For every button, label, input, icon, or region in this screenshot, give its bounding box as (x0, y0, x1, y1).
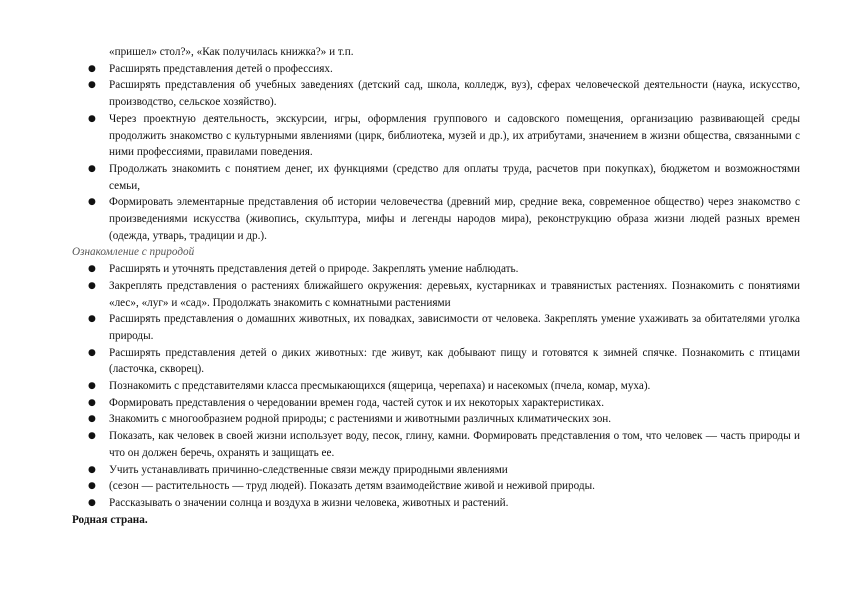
list-item (72, 311, 800, 344)
list-item-text: Закреплять представления о растениях ближайшего окружения: деревьях, кустарниках и травянистых растениях. Познакомить с понятиями «лес», «луг» и «сад». Продолжать знакомить с комнатными растениями (109, 279, 800, 309)
list-item (72, 278, 800, 311)
list-item-text: (сезон — растительность — труд людей). Показать детям взаимодействие живой и неживой природы. (109, 480, 595, 493)
bullet-icon: ● (88, 481, 96, 492)
list-item (72, 161, 800, 194)
document-page (72, 44, 800, 528)
list-item-text: Расширять и уточнять представления детей о природе. Закреплять умение наблюдать. (109, 263, 519, 276)
list-item-text: Расширять представления об учебных заведениях (детский сад, школа, колледж, вуз), сферах человеческой деятельности (наука, искусство, производство, сельское хозяйство). (109, 79, 800, 109)
bullet-icon: ● (88, 397, 96, 408)
list-item (72, 61, 800, 78)
list-item-text: Расширять представления детей о профессиях. (109, 62, 333, 75)
bullet-icon: ● (88, 431, 96, 442)
list-item-text: Через проектную деятельность, экскурсии, игры, оформления группового и садовского помещения, организацию развивающей среды продолжить знакомство с культурными явлениями (цирк, библиотека, музей и др.), их атрибутами, значением в жизни общества, связанными с ними профессиями, правилами поведения. (109, 112, 800, 159)
section-heading: Ознакомление с природой (72, 246, 195, 259)
list-item-text: Показать, как человек в своей жизни использует воду, песок, глину, камни. Формировать представления о том, что человек — часть природы и что он должен беречь, охранять и защищать ее. (109, 430, 800, 459)
bullet-icon: ● (88, 464, 96, 475)
list-item-text: Формировать представления о чередовании времен года, частей суток и их некоторых характеристиках. (109, 396, 604, 409)
list-item-text: Расширять представления о домашних животных, их повадках, зависимости от человека. Закреплять умение ухаживать за обитателями уголка природы. (109, 313, 800, 342)
bullet-icon: ● (88, 113, 96, 124)
bold-section-heading: Родная страна. (72, 513, 148, 526)
bullet-icon: ● (88, 197, 96, 208)
list-item-text: Продолжать знакомить с понятием денег, их функциями (средство для оплаты труда, расчетов при покупках), бюджетом и возможностями семьи, (109, 162, 800, 192)
bullet-icon: ● (88, 280, 96, 291)
bullet-icon: ● (88, 63, 96, 74)
list-item-text: Учить устанавливать причинно-следственные связи между природными явлениями (109, 463, 508, 476)
bullet-list-social (72, 61, 800, 245)
list-item-text: Познакомить с представителями класса пресмыкающихся (ящерица, черепаха) и насекомых (пчела, комар, муха). (109, 380, 651, 393)
list-item (72, 395, 800, 412)
bullet-list-nature (72, 261, 800, 512)
bullet-icon: ● (88, 163, 96, 174)
list-item-text: Формировать элементарные представления об истории человечества (древний мир, средние века, современное общество) через знакомство с произведениями искусства (живопись, скульптура, мифы и легенды народов мира), реконструкцию образа жизни людей разных времен (одежда, утварь, традиции и др.). (109, 196, 800, 242)
list-item (72, 345, 800, 378)
list-item (72, 378, 800, 395)
bullet-icon: ● (88, 381, 96, 392)
list-item (72, 462, 800, 479)
continuation-line: «пришел» стол?», «Как получилась книжка?» и т.п. (109, 46, 354, 58)
bullet-icon: ● (88, 80, 96, 91)
list-item (72, 194, 800, 244)
bullet-icon: ● (88, 314, 96, 325)
list-item (72, 77, 800, 110)
list-item (72, 411, 800, 428)
list-item-text: Знакомить с многообразием родной природы; с растениями и животными различных климатических зон. (109, 413, 612, 426)
bullet-icon: ● (88, 347, 96, 358)
bullet-icon: ● (88, 414, 96, 425)
bullet-icon: ● (88, 264, 96, 275)
list-item (72, 111, 800, 161)
list-item (72, 495, 800, 512)
list-item-text: Рассказывать о значении солнца и воздуха в жизни человека, животных и растений. (109, 496, 509, 509)
bullet-icon: ● (88, 497, 96, 508)
list-item-text: Расширять представления детей о диких животных: где живут, как добывают пищу и готовятся к зимней спячке. Познакомить с птицами (ласточка, скворец). (109, 346, 800, 376)
list-item (72, 428, 800, 461)
list-item (72, 478, 800, 495)
list-item (72, 261, 800, 278)
